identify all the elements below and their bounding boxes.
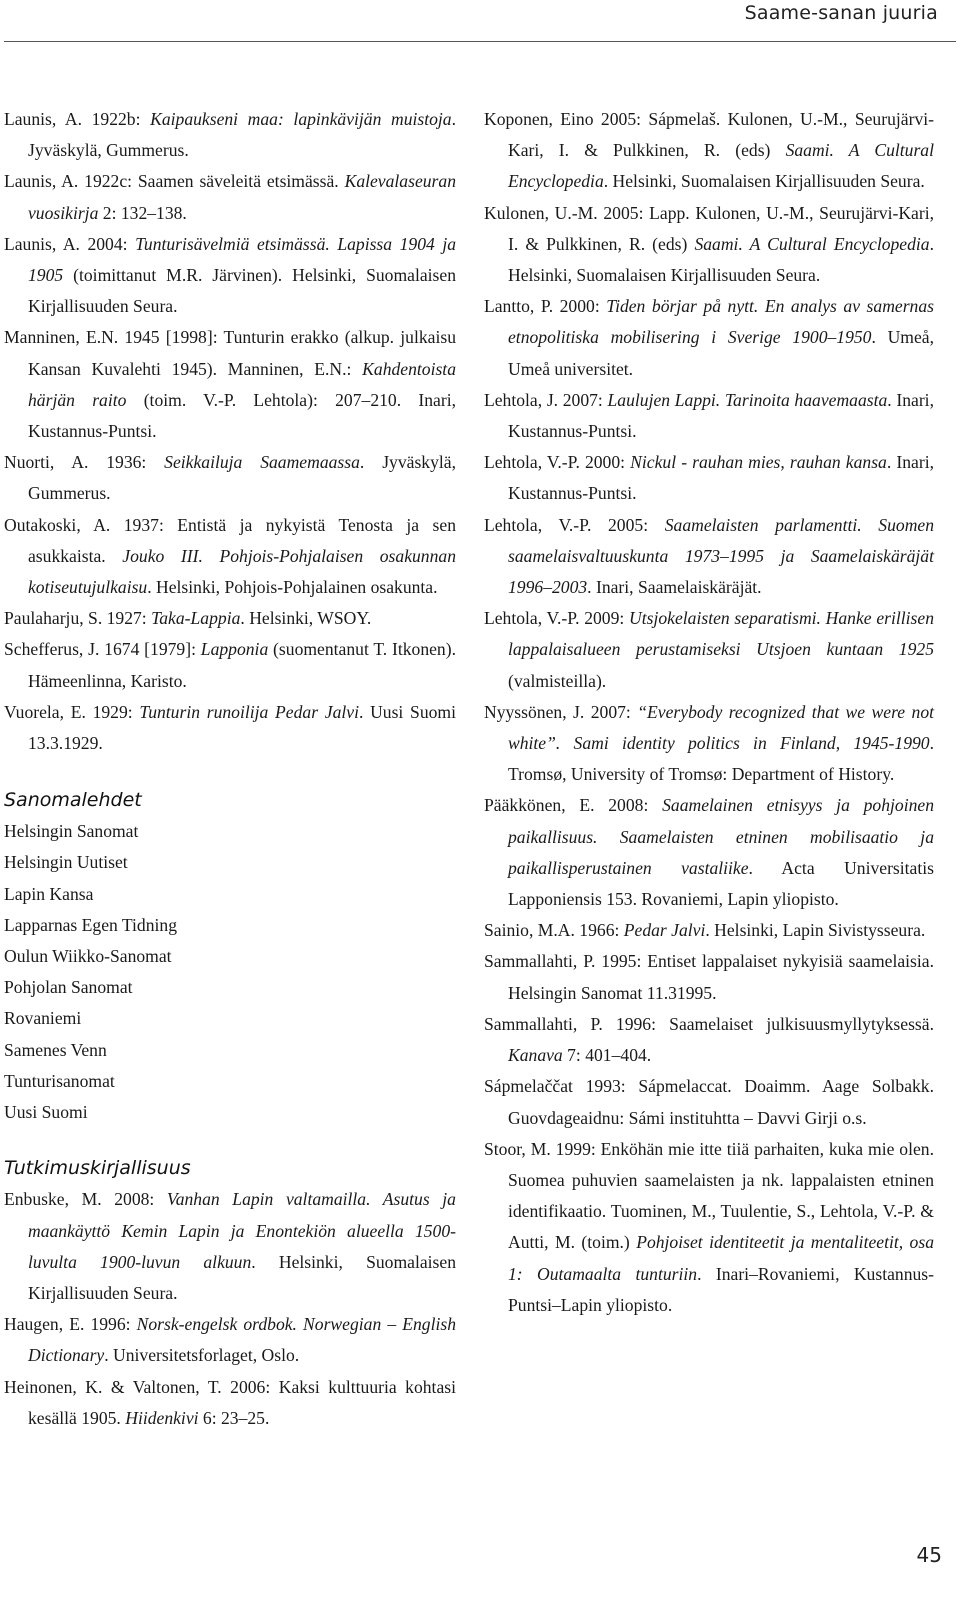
reference-text: 2: 132–138. [98, 202, 187, 223]
reference-entry [484, 790, 934, 915]
reference-title: Tiden börjar på nytt. En analys av samernas etnopolitiska mobilisering i Sverige 1900–1950 [508, 296, 934, 348]
reference-title: Hiidenkivi [125, 1407, 199, 1428]
reference-title: Kanava [508, 1045, 563, 1066]
reference-title: Jouko III. Pohjois-Pohjalaisen osakunnan kotiseutujulkaisu [28, 545, 456, 598]
reference-text: . Helsinki, Pohjois-Pohjalainen osakunta. [147, 577, 438, 598]
reference-title: Tunturisävelmiä etsimässä. Lapissa 1904 ja 1905 [28, 233, 457, 286]
reference-text: Heinonen, K. & Valtonen, T. 2006: Kaksi kulttuuria kohtasi kesällä 1905. [4, 1376, 456, 1428]
reference-entry [4, 634, 456, 696]
reference-entry [484, 1071, 934, 1133]
reference-title: Pohjoiset identiteetit ja mentaliteetit, osa 1: Outamaalta tunturiin [508, 1232, 934, 1284]
reference-entry [4, 447, 456, 509]
newspaper-item: Oulun Wiikko-Sanomat [4, 946, 172, 967]
reference-entry [4, 229, 456, 323]
reference-entry [4, 104, 456, 166]
reference-text: Nuorti, A. 1936: [4, 452, 165, 473]
newspaper-item: Lapparnas Egen Tidning [4, 914, 177, 935]
newspapers-heading: Sanomalehdet [4, 789, 142, 812]
reference-text: . Uusi Suomi 13.3.1929. [28, 701, 456, 754]
reference-entry [4, 1372, 456, 1434]
reference-text: Sainio, M.A. 1966: [484, 920, 624, 941]
reference-text: 6: 23–25. [198, 1407, 270, 1428]
reference-text: . Acta Universitatis Lapponiensis 153. Rovaniemi, Lapin yliopisto. [508, 857, 934, 910]
reference-entry [484, 510, 934, 604]
reference-text: Launis, A. 1922b: [4, 109, 151, 129]
page-number: 45 [916, 1543, 942, 1567]
reference-entry [4, 697, 456, 759]
reference-title: Vanhan Lapin valtamailla. Asutus ja maankäyttö Kemin Lapin ja Enontekiön alueella 1500-luvulta 1900-luvun alkuun [28, 1189, 456, 1272]
reference-title: Kalevalaseuran vuosikirja [28, 171, 456, 223]
reference-text: Lehtola, J. 2007: [484, 389, 608, 410]
reference-entry [484, 385, 934, 447]
reference-text: Schefferus, J. 1674 [1979]: [4, 639, 201, 660]
reference-title: Nickul - rauhan mies, rauhan kansa [630, 452, 887, 473]
reference-title: Laulujen Lappi. Tarinoita haavemaasta [607, 389, 888, 410]
reference-text: Sápmelaččat 1993: Sápmelaccat. Doaimm. Aage Solbakk. Guovdageaidnu: Sámi instituhtta – Davvi Girji o.s. [484, 1076, 934, 1128]
reference-entry [484, 104, 934, 198]
research-literature-list-right [484, 104, 934, 1321]
reference-title: “Everybody recognized that we were not white”. Sami identity politics in Finland, 1945-1990 [508, 701, 935, 754]
reference-text: . Helsinki, Suomalaisen Kirjallisuuden Seura. [28, 1251, 456, 1303]
reference-title: Taka-Lappia [151, 608, 241, 629]
reference-entry [484, 1009, 934, 1071]
reference-entry [484, 1134, 934, 1321]
reference-text: . Helsinki, WSOY. [240, 608, 372, 629]
reference-text: . Inari–Rovaniemi, Kustannus-Puntsi–Lapin yliopisto. [508, 1263, 934, 1315]
reference-entry [4, 322, 456, 447]
reference-text: Kulonen, U.-M. 2005: Lapp. Kulonen, U.-M., Seurujärvi-Kari, I. & Pulkkinen, R. (eds) [484, 202, 934, 254]
newspaper-item: Samenes Venn [4, 1039, 107, 1060]
reference-text: Koponen, Eino 2005: Sápmelaš. Kulonen, U.-M., Seurujärvi-Kari, I. & Pulkkinen, R. (eds) [484, 109, 934, 161]
research-literature-list-left [4, 1184, 456, 1434]
reference-text: Lehtola, V.-P. 2009: [484, 608, 630, 629]
reference-entry [484, 291, 934, 385]
newspaper-item: Rovaniemi [4, 1008, 82, 1029]
newspaper-item: Lapin Kansa [4, 883, 94, 904]
reference-entry [484, 946, 934, 1008]
reference-text: Vuorela, E. 1929: [4, 701, 140, 722]
header-rule [4, 41, 956, 42]
reference-text: Paulaharju, S. 1927: [4, 608, 152, 629]
reference-text: Sammallahti, P. 1995: Entiset lappalaiset nykyisiä saamelaisia. Helsingin Sanomat 11.31995. [484, 951, 934, 1003]
reference-text: (valmisteilla). [508, 670, 607, 691]
reference-entry [484, 697, 934, 791]
reference-text: (toim. V.-P. Lehtola): 207–210. Inari, Kustannus-Puntsi. [28, 389, 456, 442]
reference-entry [4, 1184, 456, 1309]
reference-title: Saamelaisten parlamentti. Suomen saamelaisvaltuuskunta 1973–1995 ja Saamelaiskäräjät 1996–2003 [508, 514, 934, 598]
reference-text: . Inari, Kustannus-Puntsi. [508, 389, 934, 442]
reference-entry [484, 915, 934, 946]
newspaper-item: Tunturisanomat [4, 1070, 115, 1091]
reference-entry [4, 603, 456, 634]
reference-text: . Helsinki, Suomalaisen Kirjallisuuden Seura. [603, 171, 925, 192]
reference-entry [4, 166, 456, 228]
newspaper-item: Uusi Suomi [4, 1102, 88, 1123]
reference-text: (suomentanut T. Itkonen). Hämeenlinna, Karisto. [28, 639, 456, 691]
reference-text: . Jyväskylä, Gummerus. [28, 109, 457, 161]
reference-entry [4, 1309, 456, 1371]
reference-text: Lehtola, V.-P. 2005: [484, 514, 665, 535]
reference-text: . Helsinki, Lapin Sivistysseura. [705, 920, 926, 941]
reference-text: 7: 401–404. [562, 1045, 652, 1066]
reference-text: Stoor, M. 1999: Enköhän mie itte tiiä parhaiten, kuka mie olen. Suomea puhuvien saamelaisten ja nk. lappalaisten etninen identifikaatio. Tuominen, M., Tuulentie, S., Lehtola, V.-P. & Autti, M. (toim.) [484, 1138, 934, 1253]
reference-text: Launis, A. 1922c: Saamen säveleitä etsimässä. [4, 171, 345, 192]
reference-text: Manninen, E.N. 1945 [1998]: Tunturin erakko (alkup. julkaisu Kansan Kuvalehti 1945). Manninen, E.N.: [4, 327, 456, 379]
reference-text: Outakoski, A. 1937: Entistä ja nykyistä Tenosta ja sen asukkaista. [4, 514, 456, 566]
reference-text: Pääkkönen, E. 2008: [484, 795, 663, 816]
reference-text: Lantto, P. 2000: [484, 296, 607, 317]
reference-title: Kaipaukseni maa: lapinkävijän muistoja [150, 109, 452, 129]
reference-text: Sammallahti, P. 1996: Saamelaiset julkisuusmyllytyksessä. [484, 1013, 934, 1034]
reference-title: Saami. A Cultural Encyclopedia [694, 233, 930, 254]
reference-entry [484, 198, 934, 292]
reference-text: Haugen, E. 1996: [4, 1314, 137, 1335]
newspaper-item: Pohjolan Sanomat [4, 977, 133, 998]
reference-title: Pedar Jalvi [623, 920, 706, 941]
newspaper-item: Helsingin Uutiset [4, 852, 128, 873]
reference-text: Launis, A. 2004: [4, 233, 136, 254]
reference-title: Utsjokelaisten separatismi. Hanke erillisen lappalaisalueen perustamiseksi Utsjoen kuntaan 1925 [508, 608, 934, 660]
reference-title: Kahdentoista härjän raito [28, 358, 456, 410]
reference-text: . Jyväskylä, Gummerus. [28, 452, 456, 504]
reference-title: Saami. A Cultural Encyclopedia [508, 140, 934, 192]
reference-text: Lehtola, V.-P. 2000: [484, 452, 631, 473]
reference-text: . Inari, Saamelaiskäräjät. [587, 577, 762, 598]
reference-entry [4, 510, 456, 604]
newspaper-item: Helsingin Sanomat [4, 821, 139, 842]
running-header: Saame-sanan juuria [744, 2, 938, 24]
primary-sources-list [4, 104, 456, 759]
reference-text: Enbuske, M. 2008: [4, 1189, 167, 1210]
reference-text: (toimittanut M.R. Järvinen). Helsinki, Suomalaisen Kirjallisuuden Seura. [28, 265, 456, 317]
reference-entry [484, 447, 934, 509]
reference-text: . Helsinki, Suomalaisen Kirjallisuuden Seura. [508, 233, 934, 286]
reference-text: Nyyssönen, J. 2007: [484, 701, 638, 722]
reference-title: Tunturin runoilija Pedar Jalvi [139, 701, 359, 722]
reference-text: . Inari, Kustannus-Puntsi. [508, 452, 934, 504]
reference-title: Norsk-engelsk ordbok. Norwegian – English Dictionary [28, 1314, 457, 1366]
reference-text: . Universitetsforlaget, Oslo. [104, 1345, 300, 1366]
research-literature-heading: Tutkimuskirjallisuus [4, 1157, 191, 1180]
reference-title: Lapponia [200, 639, 269, 660]
reference-entry [484, 603, 934, 697]
reference-text: . Umeå, Umeå universitet. [508, 327, 934, 379]
right-column [484, 104, 934, 1321]
reference-title: Saamelainen etnisyys ja pohjoinen paikallisuus. Saamelaisten etninen mobilisaatio ja paikallisperustainen vastaliike [508, 795, 934, 878]
left-column [4, 104, 456, 1434]
newspapers-list [4, 816, 456, 1128]
reference-title: Seikkailuja Saamemaassa [164, 452, 360, 473]
reference-text: . Tromsø, University of Tromsø: Department of History. [508, 733, 934, 785]
